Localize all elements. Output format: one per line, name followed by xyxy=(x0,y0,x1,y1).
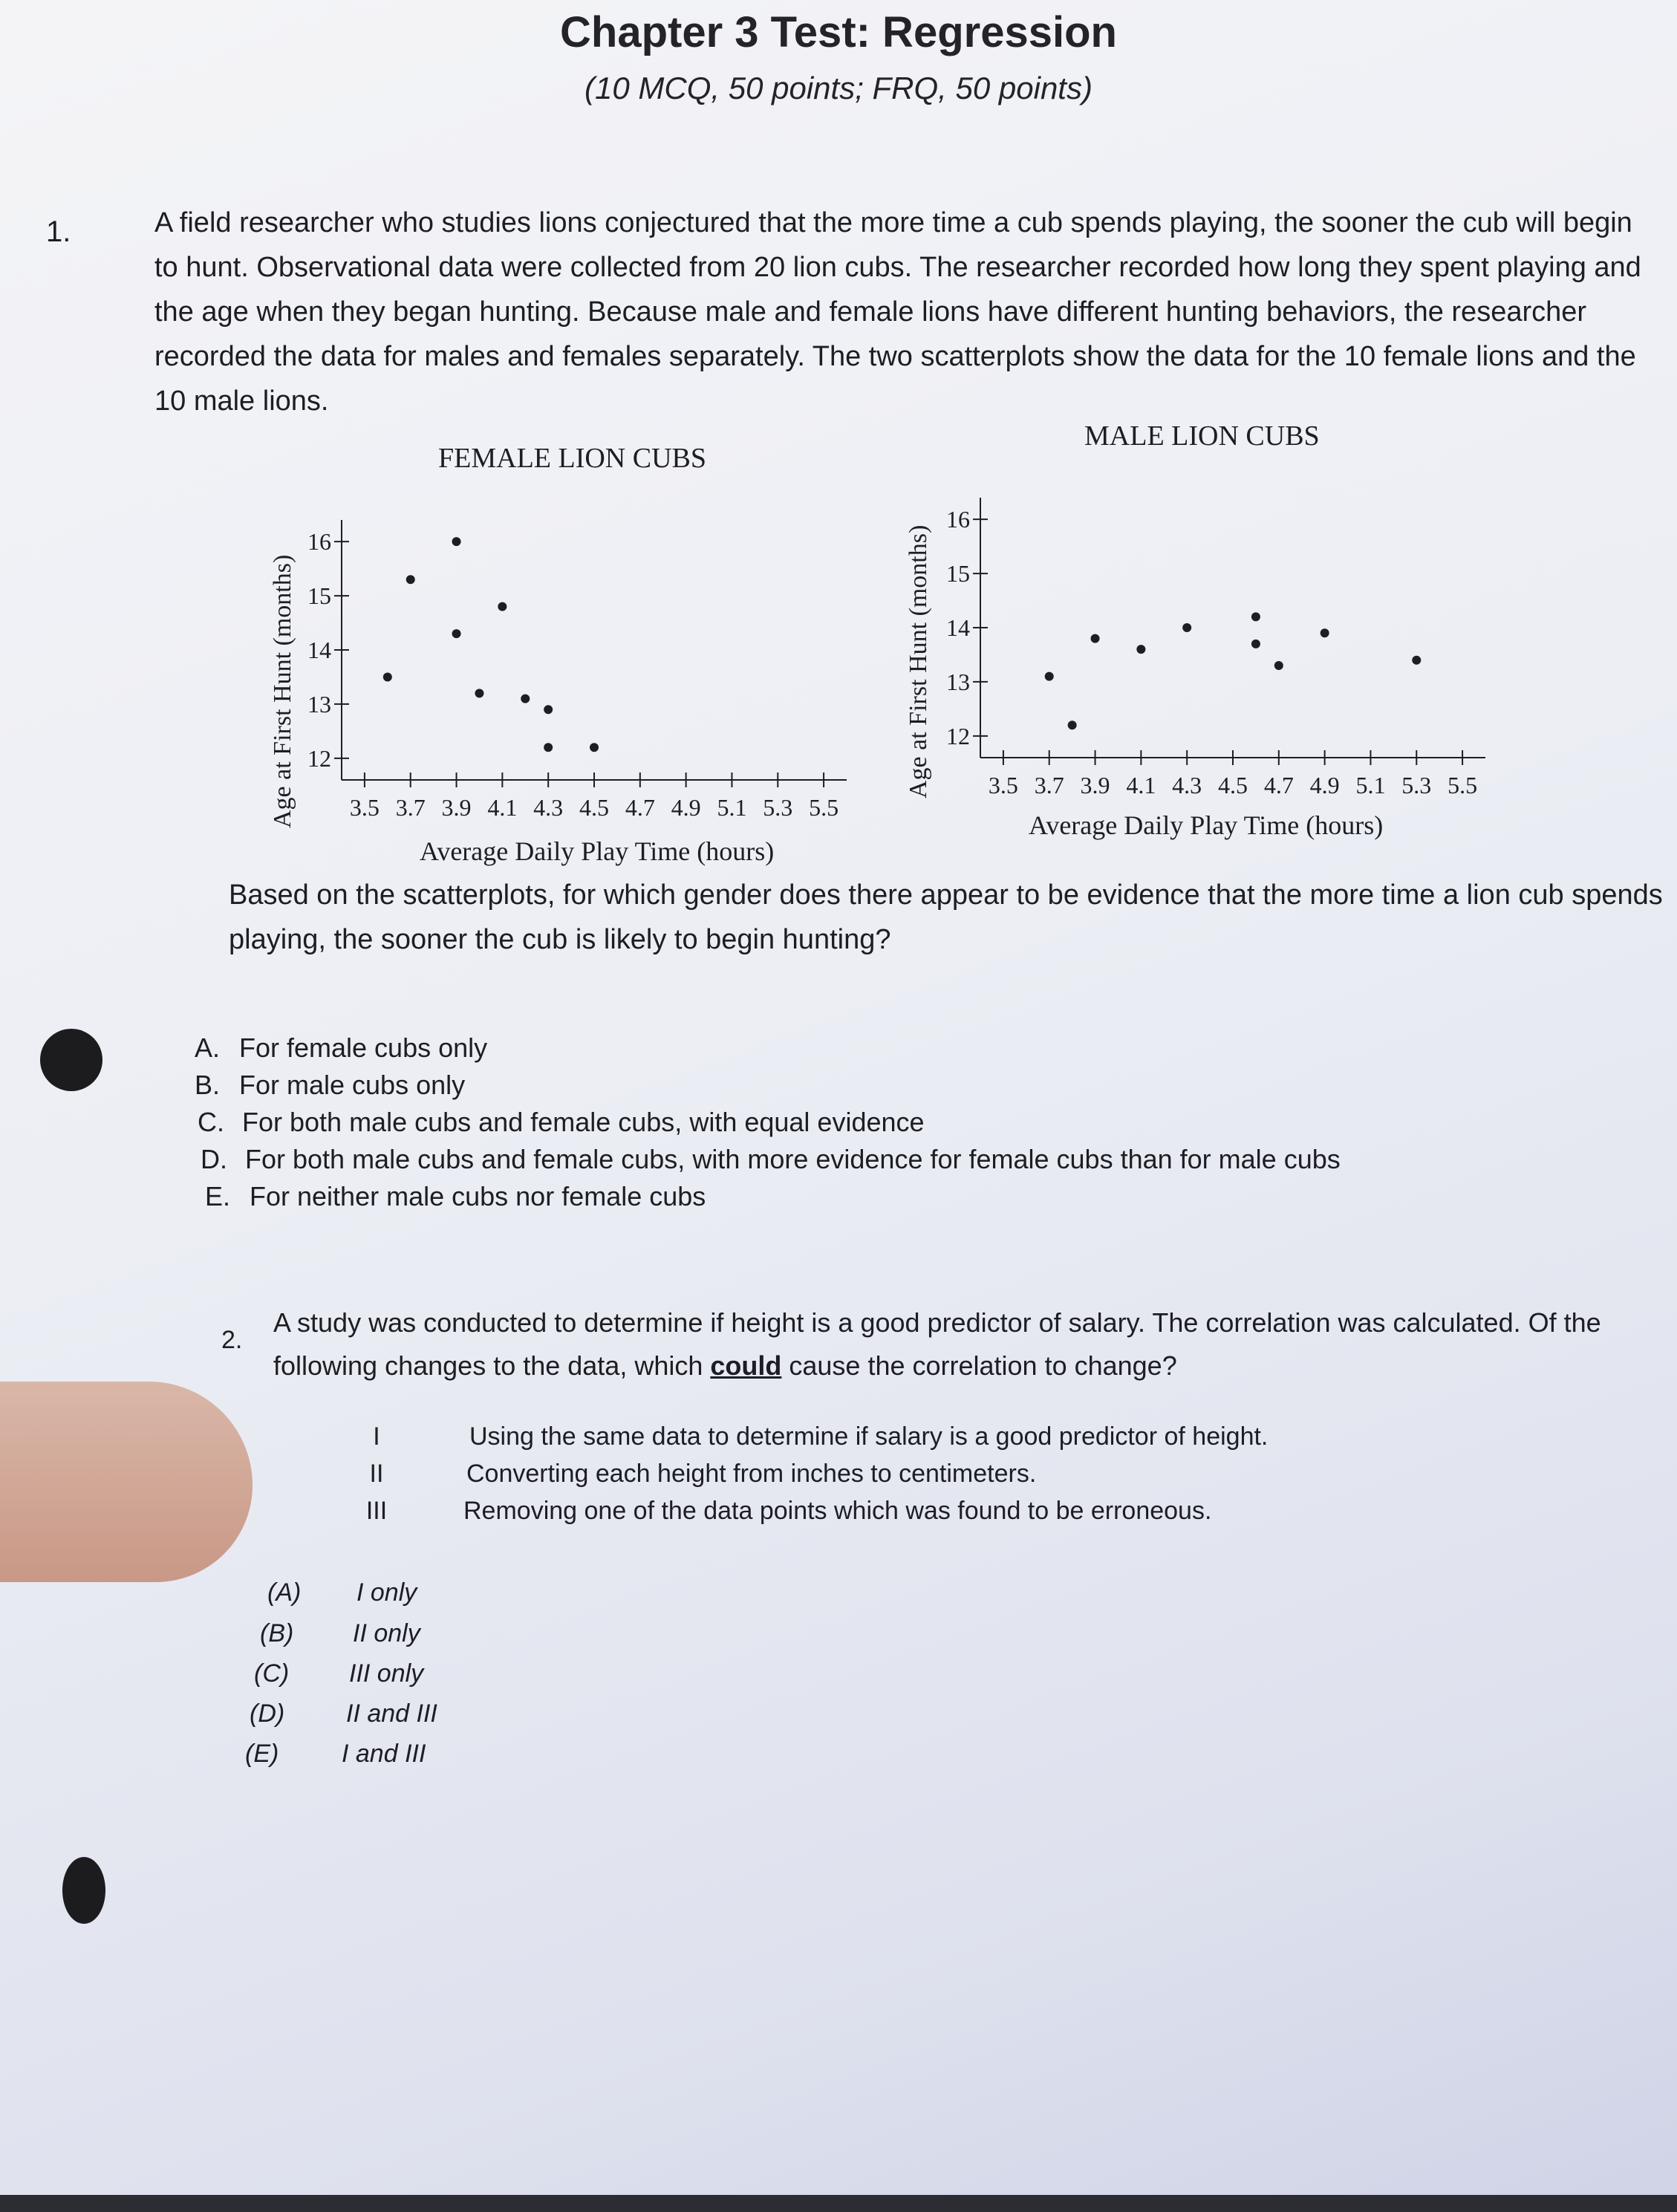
data-point xyxy=(452,629,461,638)
male-chart-xlabel: Average Daily Play Time (hours) xyxy=(1029,810,1384,840)
choice-text: II only xyxy=(353,1619,420,1647)
choice-text: For neither male cubs nor female cubs xyxy=(250,1181,706,1211)
q1-choice-b[interactable] xyxy=(195,1070,465,1101)
choice-letter: A. xyxy=(195,1032,221,1063)
y-tick-label: 15 xyxy=(946,560,970,588)
page-edge xyxy=(0,2195,1677,2212)
statement-text: Using the same data to determine if salary is a good predictor of height. xyxy=(469,1422,1269,1451)
y-tick-label: 15 xyxy=(307,582,331,610)
data-point xyxy=(1068,720,1077,729)
question-1-line: A field researcher who studies lions conjectured that the more time a cub spends playing, the sooner the cub will begin xyxy=(154,207,1632,238)
y-tick-label: 13 xyxy=(946,668,970,695)
data-point xyxy=(1251,640,1260,648)
x-tick-label: 4.1 xyxy=(487,794,518,821)
question-1-line: the age when they began hunting. Because male and female lions have different hunting behaviors, the researcher xyxy=(154,296,1587,328)
data-point xyxy=(544,743,553,752)
binder-hole-bottom xyxy=(62,1857,105,1924)
choice-text: III only xyxy=(349,1659,424,1688)
q1-choice-c[interactable] xyxy=(198,1107,925,1138)
choice-letter: (E) xyxy=(245,1740,279,1768)
y-tick-label: 14 xyxy=(307,637,331,663)
x-tick-label: 3.5 xyxy=(988,772,1018,798)
data-point xyxy=(1412,656,1421,665)
statement-numeral: I xyxy=(373,1422,380,1451)
data-point xyxy=(544,705,553,714)
x-tick-label: 5.3 xyxy=(1401,772,1432,798)
x-tick-label: 4.3 xyxy=(533,794,564,821)
x-tick-label: 4.9 xyxy=(671,794,701,821)
question-2-text-part: cause the correlation to change? xyxy=(781,1350,1177,1381)
page-title: Chapter 3 Test: Regression xyxy=(560,8,1117,56)
male-scatterplot xyxy=(946,490,1500,817)
statement-ii xyxy=(328,1460,1036,1489)
choice-letter: D. xyxy=(201,1144,227,1174)
x-tick-label: 3.9 xyxy=(1080,772,1110,798)
data-point xyxy=(498,602,507,611)
x-tick-label: 4.7 xyxy=(625,794,655,821)
q2-choice-b[interactable] xyxy=(260,1619,420,1648)
y-tick-label: 16 xyxy=(307,528,331,556)
question-1-line: 10 male lions. xyxy=(154,386,329,417)
binder-hole-top xyxy=(40,1029,102,1091)
statement-text: Removing one of the data points which was found to be erroneous. xyxy=(463,1497,1212,1525)
question-1-line: to hunt. Observational data were collected from 20 lion cubs. The researcher recorded how long they spent playing and xyxy=(154,252,1641,283)
question-1-prompt-line: playing, the sooner the cub is likely to begin hunting? xyxy=(229,924,891,955)
choice-text: I only xyxy=(356,1578,417,1607)
choice-letter: (A) xyxy=(267,1578,302,1607)
choice-letter: (D) xyxy=(250,1699,285,1728)
data-point xyxy=(452,537,461,546)
data-point xyxy=(1091,634,1100,643)
x-tick-label: 5.1 xyxy=(1355,772,1386,798)
question-2-line: A study was conducted to determine if height is a good predictor of salary. The correlation was calculated. Of the xyxy=(273,1307,1601,1338)
choice-text: II and III xyxy=(346,1699,437,1728)
thumb xyxy=(0,1382,253,1582)
female-chart-ylabel: Age at First Hunt (months) xyxy=(269,554,296,828)
choice-text: For female cubs only xyxy=(239,1032,488,1063)
question-1-prompt xyxy=(229,873,1677,962)
question-1-prompt-line: Based on the scatterplots, for which gender does there appear to be evidence that the more time a lion cub spends xyxy=(229,879,1663,911)
statement-i xyxy=(328,1422,1268,1451)
y-tick-label: 12 xyxy=(946,722,970,749)
question-2-text-part: following changes to the data, which xyxy=(273,1350,711,1381)
statement-text: Converting each height from inches to centimeters. xyxy=(466,1460,1037,1488)
statement-numeral: III xyxy=(365,1497,388,1525)
q2-choice-c[interactable] xyxy=(254,1659,423,1688)
data-point xyxy=(475,689,483,697)
question-2-number: 2. xyxy=(221,1326,243,1354)
data-point xyxy=(521,694,530,703)
choice-text: I and III xyxy=(342,1740,426,1768)
data-point xyxy=(1274,661,1283,670)
q2-choice-e[interactable] xyxy=(245,1740,426,1769)
q2-choice-d[interactable] xyxy=(250,1699,437,1728)
x-tick-label: 3.7 xyxy=(395,794,426,821)
x-tick-label: 4.5 xyxy=(579,794,609,821)
x-tick-label: 5.3 xyxy=(763,794,793,821)
data-point xyxy=(1136,645,1145,654)
x-tick-label: 4.3 xyxy=(1172,772,1202,798)
x-tick-label: 5.5 xyxy=(809,794,839,821)
y-tick-label: 13 xyxy=(307,690,331,718)
data-point xyxy=(1251,612,1260,621)
choice-letter: (C) xyxy=(254,1659,290,1688)
x-tick-label: 4.1 xyxy=(1126,772,1156,798)
male-chart-title: MALE LION CUBS xyxy=(1084,420,1320,452)
data-point xyxy=(1045,672,1054,681)
data-point xyxy=(1182,623,1191,632)
choice-letter: E. xyxy=(205,1181,231,1211)
y-tick-label: 16 xyxy=(946,506,970,533)
data-point xyxy=(1321,628,1329,637)
choice-letter: B. xyxy=(195,1070,221,1100)
male-chart-ylabel: Age at First Hunt (months) xyxy=(905,524,932,798)
choice-text: For male cubs only xyxy=(239,1070,466,1100)
female-scatterplot xyxy=(307,513,862,839)
choice-letter: (B) xyxy=(260,1619,294,1647)
choice-text: For both male cubs and female cubs, with more evidence for female cubs than for male cubs xyxy=(245,1144,1341,1174)
x-tick-label: 5.5 xyxy=(1448,772,1478,798)
statement-numeral: II xyxy=(369,1460,384,1488)
y-tick-label: 12 xyxy=(307,744,331,772)
x-tick-label: 3.7 xyxy=(1034,772,1064,798)
q1-choice-a[interactable] xyxy=(195,1032,487,1064)
x-tick-label: 4.9 xyxy=(1309,772,1340,798)
data-point xyxy=(590,743,599,752)
emphasis-could: could xyxy=(710,1350,782,1381)
question-2-line xyxy=(273,1344,1677,1388)
x-tick-label: 3.5 xyxy=(349,794,380,821)
female-chart-xlabel: Average Daily Play Time (hours) xyxy=(420,836,775,866)
x-tick-label: 4.7 xyxy=(1263,772,1294,798)
choice-letter: C. xyxy=(198,1107,224,1137)
question-1-line: recorded the data for males and females separately. The two scatterplots show the data for the 10 female lions and the xyxy=(154,341,1636,372)
page-subtitle: (10 MCQ, 50 points; FRQ, 50 points) xyxy=(584,71,1093,105)
statement-iii xyxy=(328,1497,1211,1526)
x-tick-label: 4.5 xyxy=(1218,772,1248,798)
x-tick-label: 3.9 xyxy=(441,794,472,821)
y-tick-label: 14 xyxy=(946,614,970,641)
data-point xyxy=(383,672,392,681)
x-tick-label: 5.1 xyxy=(717,794,747,821)
data-point xyxy=(406,575,415,584)
q2-choice-a[interactable] xyxy=(267,1578,417,1607)
female-chart-title: FEMALE LION CUBS xyxy=(438,443,707,474)
question-2-text xyxy=(273,1301,1677,1388)
question-1-number: 1. xyxy=(46,215,71,248)
choice-text: For both male cubs and female cubs, with equal evidence xyxy=(242,1107,925,1137)
q1-choice-e[interactable] xyxy=(205,1181,706,1212)
q1-choice-d[interactable] xyxy=(201,1144,1341,1175)
question-1-text xyxy=(154,201,1640,423)
